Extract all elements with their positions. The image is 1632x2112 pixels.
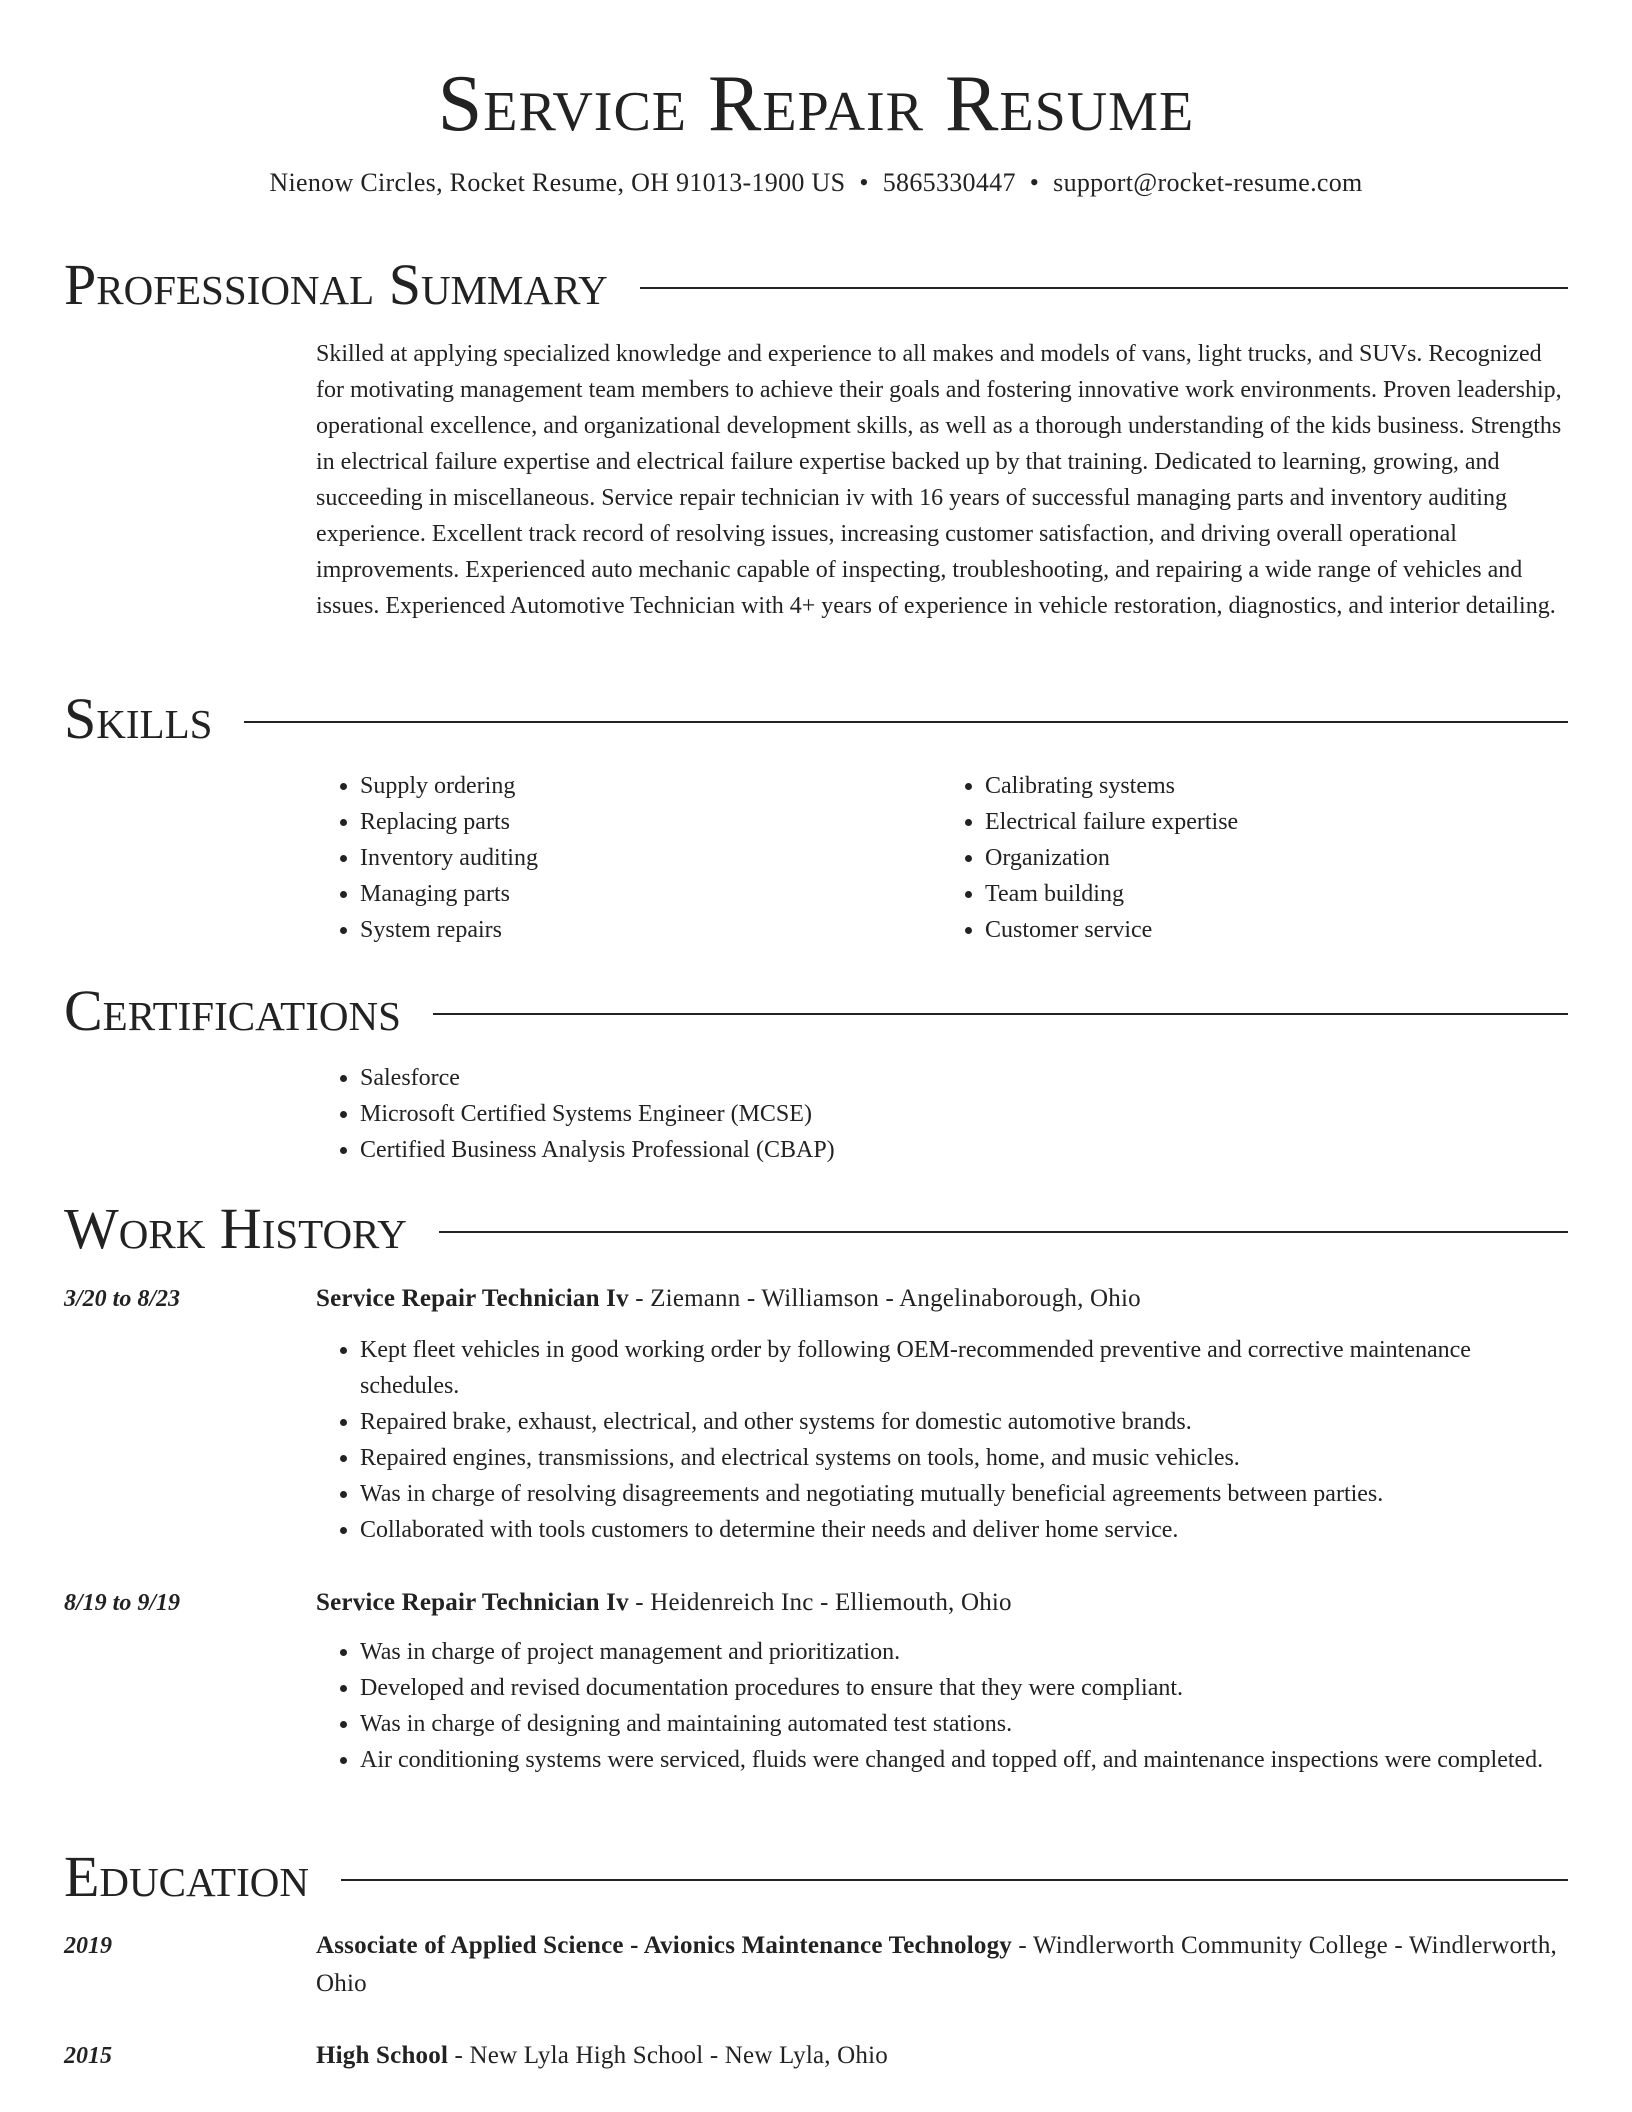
job-bullet: • Was in charge of designing and maintaining automated test stations. — [360, 1706, 1566, 1742]
job-heading — [316, 1584, 1566, 1622]
education-year: 2019 — [64, 1933, 112, 1959]
skills-block — [316, 768, 1566, 948]
section-header-summary — [64, 252, 1568, 317]
job-bullet: • Developed and revised documentation procedures to ensure that they were compliant. — [360, 1670, 1566, 1706]
education-heading — [316, 2037, 1566, 2075]
section-rule — [244, 721, 1568, 723]
skill-item: • Replacing parts — [360, 804, 941, 840]
certification-item: • Salesforce — [360, 1060, 1566, 1096]
education-school: - Windlerworth Community College - Windlerworth, Ohio — [316, 1932, 1557, 1997]
job-bullet: • Repaired engines, transmissions, and electrical systems on tools, home, and music vehicles. — [360, 1440, 1566, 1476]
job-title: Service Repair Technician Iv — [316, 1285, 629, 1312]
section-header-skills — [64, 686, 1568, 751]
education-entry — [316, 1927, 1566, 2003]
skill-item: • System repairs — [360, 912, 941, 948]
certifications-list — [316, 1060, 1566, 1168]
skill-item: • Managing parts — [360, 876, 941, 912]
education-year: 2015 — [64, 2043, 112, 2069]
job-dates: 3/20 to 8/23 — [64, 1286, 181, 1312]
job-bullet: • Was in charge of project management and prioritization. — [360, 1634, 1566, 1670]
skill-item: • Organization — [985, 840, 1566, 876]
job-title: Service Repair Technician Iv — [316, 1589, 629, 1616]
education-school: - New Lyla High School - New Lyla, Ohio — [448, 2042, 888, 2069]
skills-list-left — [316, 768, 941, 948]
education-heading — [316, 1927, 1566, 2003]
job-company: - Ziemann - Williamson - Angelinaborough, Ohio — [628, 1285, 1141, 1312]
job-bullet: • Air conditioning systems were serviced, fluids were changed and topped off, and maintenance inspections were completed. — [360, 1742, 1566, 1778]
job-bullet: • Kept fleet vehicles in good working order by following OEM-recommended preventive and corrective maintenance schedules. — [360, 1332, 1566, 1404]
skill-item: • Team building — [985, 876, 1566, 912]
address: Nienow Circles, Rocket Resume, OH 91013-1900 US — [269, 168, 846, 197]
section-title: Certifications — [64, 978, 401, 1043]
section-header-work — [64, 1196, 1568, 1261]
job-company: - Heidenreich Inc - Elliemouth, Ohio — [628, 1589, 1012, 1616]
certification-item: • Certified Business Analysis Professional (CBAP) — [360, 1132, 1566, 1168]
resume-title: Service Repair Resume — [437, 60, 1195, 148]
job-bullet: • Repaired brake, exhaust, electrical, and other systems for domestic automotive brands. — [360, 1404, 1566, 1440]
section-title: Skills — [64, 686, 213, 751]
separator-dot: • — [859, 168, 869, 197]
section-rule — [640, 287, 1568, 289]
phone: 5865330447 — [882, 168, 1016, 197]
skills-list-right — [941, 768, 1566, 948]
job-heading — [316, 1280, 1566, 1318]
certification-item: • Microsoft Certified Systems Engineer (MCSE) — [360, 1096, 1566, 1132]
section-rule — [439, 1231, 1568, 1233]
contact-line — [0, 168, 1632, 198]
separator-dot: • — [1029, 168, 1040, 197]
job-entry — [316, 1584, 1566, 1778]
job-dates: 8/19 to 9/19 — [64, 1590, 181, 1616]
summary-text: Skilled at applying specialized knowledge and experience to all makes and models of vans, light trucks, and SUVs. Recognized for motivating management team members to achieve their goals and fostering innovative work environments. Proven leadership, operational excellence, and organizational development skills, as well as a thorough understanding of the kids business. Strengths in electrical failure expertise and electrical failure expertise backed up by that training. Dedicated to learning, growing, and succeeding in miscellaneous. Service repair technician iv with 16 years of successful managing parts and inventory auditing experience. Excellent track record of resolving issues, increasing customer satisfaction, and driving overall operational improvements. Experienced auto mechanic capable of inspecting, troubleshooting, and repairing a wide range of vehicles and issues. Experienced Automotive Technician with 4+ years of experience in vehicle restoration, diagnostics, and interior detailing. — [316, 341, 1562, 619]
job-entry — [316, 1280, 1566, 1548]
skill-item: • Supply ordering — [360, 768, 941, 804]
section-title: Work History — [64, 1196, 407, 1261]
skill-item: • Electrical failure expertise — [985, 804, 1566, 840]
section-title: Education — [64, 1844, 309, 1909]
skill-item: • Inventory auditing — [360, 840, 941, 876]
email-link[interactable]: support@rocket-resume.com — [1053, 168, 1363, 197]
certifications-block — [316, 1060, 1566, 1168]
skill-item: • Customer service — [985, 912, 1566, 948]
skill-item: • Calibrating systems — [985, 768, 1566, 804]
job-bullet: • Collaborated with tools customers to determine their needs and deliver home service. — [360, 1512, 1566, 1548]
section-rule — [341, 1879, 1568, 1881]
section-rule — [433, 1013, 1568, 1015]
job-bullets — [316, 1634, 1566, 1778]
job-bullets — [316, 1332, 1566, 1548]
education-degree: Associate of Applied Science - Avionics Maintenance Technology — [316, 1932, 1012, 1959]
section-title: Professional Summary — [64, 252, 608, 317]
education-degree: High School — [316, 2042, 449, 2069]
summary-block — [316, 336, 1566, 624]
section-header-certifications — [64, 978, 1568, 1043]
section-header-education — [64, 1844, 1568, 1909]
education-entry — [316, 2037, 1566, 2075]
job-bullet: • Was in charge of resolving disagreements and negotiating mutually beneficial agreements between parties. — [360, 1476, 1566, 1512]
